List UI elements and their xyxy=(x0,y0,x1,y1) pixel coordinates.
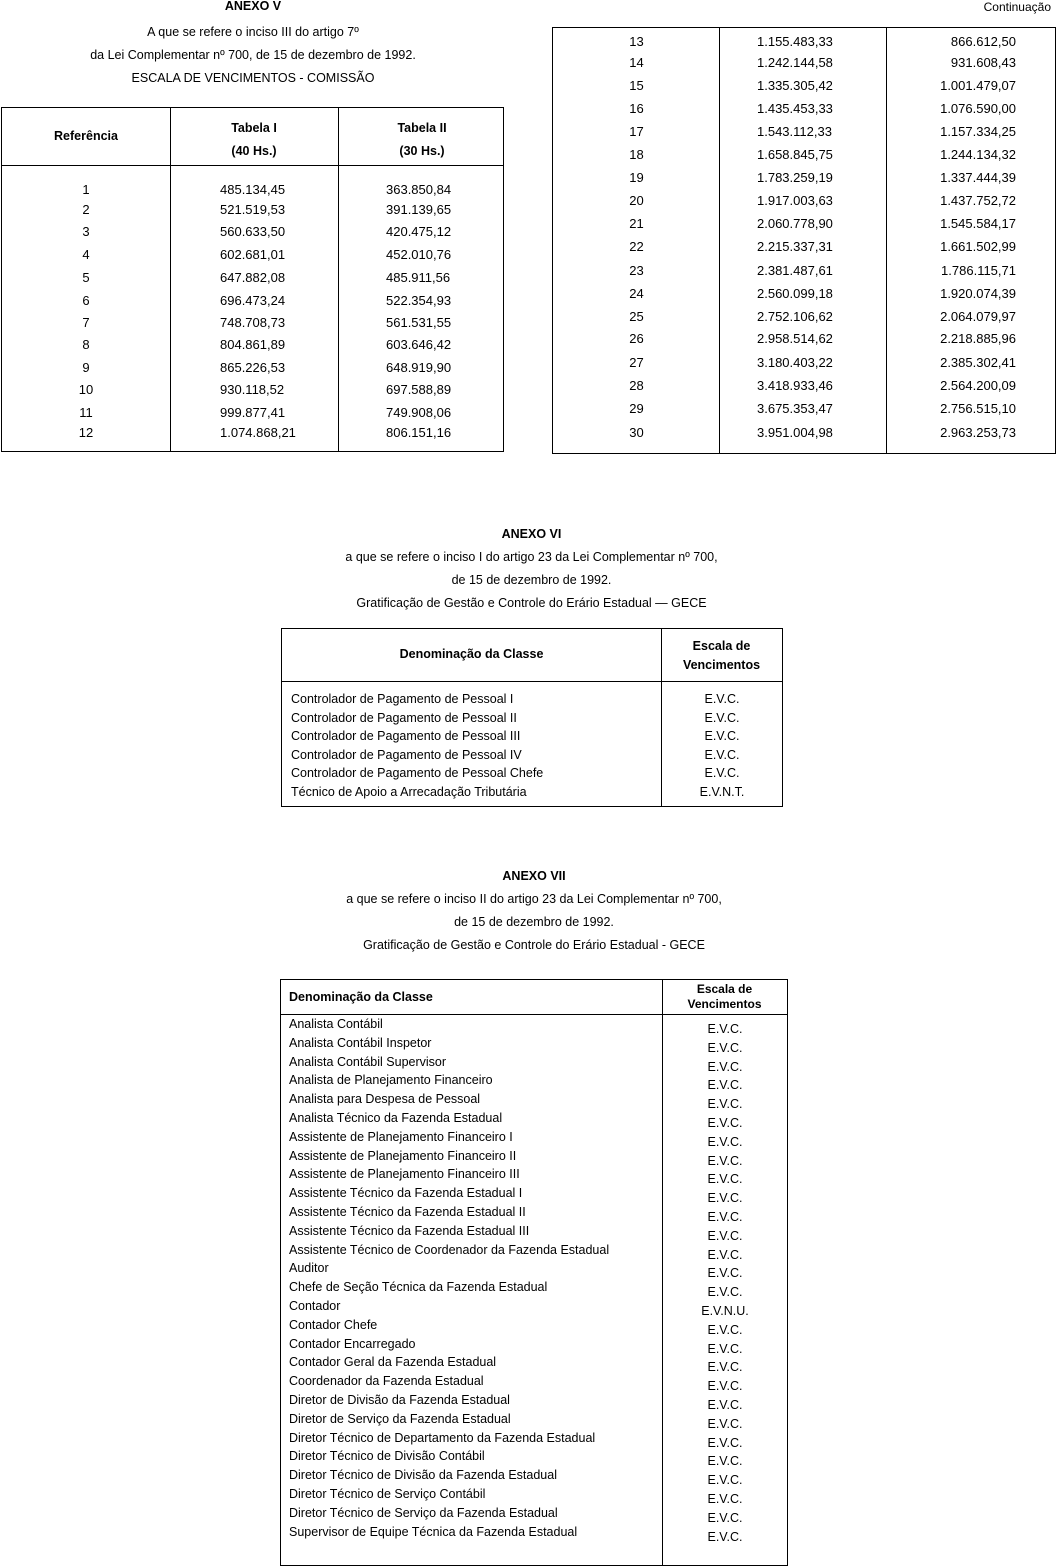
tabela-1-cell: 1.658.845,75 xyxy=(757,147,833,162)
list-item xyxy=(281,1130,787,1148)
list-item xyxy=(281,1111,787,1129)
anexo-vii-line-3: Gratificação de Gestão e Controle do Erário Estadual - GECE xyxy=(363,938,705,952)
anexo-vii-title: ANEXO VII xyxy=(502,869,566,883)
class-name: Diretor Técnico de Departamento da Fazenda Estadual xyxy=(289,1430,596,1445)
referencia-cell: 3 xyxy=(82,224,90,239)
header-divider xyxy=(281,1014,787,1015)
table-row xyxy=(2,182,503,200)
table-row xyxy=(2,425,503,443)
table-row xyxy=(553,239,1055,257)
class-name: Controlador de Pagamento de Pessoal II xyxy=(291,710,517,725)
table-row xyxy=(553,331,1055,349)
tabela-1-cell: 804.861,89 xyxy=(220,337,286,352)
referencia-cell: 26 xyxy=(629,331,644,346)
table-row xyxy=(2,224,503,242)
tabela-2-cell: 363.850,84 xyxy=(386,182,452,197)
tabela-1-cell: 3.675.353,47 xyxy=(757,401,833,416)
table-row xyxy=(553,193,1055,211)
list-item xyxy=(281,1092,787,1110)
referencia-cell: 17 xyxy=(629,124,644,139)
table-row xyxy=(2,202,503,220)
referencia-cell: 25 xyxy=(629,309,644,324)
table-row xyxy=(553,263,1055,281)
tabela-1-cell: 865.226,53 xyxy=(220,360,286,375)
class-name: Analista Contábil Inspetor xyxy=(289,1035,432,1050)
referencia-cell: 12 xyxy=(78,425,94,440)
list-item xyxy=(281,1449,787,1467)
header-referencia: Referência xyxy=(54,129,118,143)
tabela-1-cell: 1.543.112,33 xyxy=(757,124,832,139)
tabela-2-cell: 2.064.079,97 xyxy=(940,309,1016,324)
referencia-cell: 27 xyxy=(629,355,644,370)
salary-scale: E.V.C. xyxy=(707,1247,743,1262)
table-row xyxy=(553,286,1055,304)
tabela-1-cell: 2.060.778,90 xyxy=(757,216,833,231)
table-row xyxy=(2,382,503,400)
tabela-1-cell: 1.074.868,21 xyxy=(220,425,296,440)
salary-scale: E.V.C. xyxy=(707,1341,743,1356)
class-name: Controlador de Pagamento de Pessoal IV xyxy=(291,747,522,762)
referencia-cell: 5 xyxy=(82,270,90,285)
anexo-vi-title: ANEXO VI xyxy=(501,527,562,541)
class-name: Analista para Despesa de Pessoal xyxy=(289,1092,481,1107)
salary-scale: E.V.C. xyxy=(707,1191,743,1206)
referencia-cell: 11 xyxy=(79,405,93,420)
salary-scale: E.V.C. xyxy=(707,1116,743,1130)
referencia-cell: 7 xyxy=(82,315,90,330)
list-item xyxy=(281,1431,787,1449)
tabela-2-cell: 1.920.074,39 xyxy=(940,286,1016,301)
list-item xyxy=(281,1036,787,1054)
list-item xyxy=(281,1374,787,1392)
referencia-cell: 22 xyxy=(629,239,644,254)
referencia-cell: 10 xyxy=(78,382,94,397)
tabela-1-cell: 1.917.003,63 xyxy=(757,193,833,208)
salary-scale: E.V.N.T. xyxy=(699,785,745,799)
salary-scale: E.V.C. xyxy=(707,1210,743,1224)
salary-scale: E.V.C. xyxy=(707,1492,743,1506)
list-item xyxy=(281,1055,787,1073)
list-item xyxy=(281,1337,787,1355)
referencia-cell: 23 xyxy=(629,263,644,278)
header-denominacao: Denominação da Classe xyxy=(399,647,544,661)
class-name: Diretor Técnico de Serviço Contábil xyxy=(289,1487,486,1501)
class-name: Diretor Técnico de Serviço da Fazenda Estadual xyxy=(289,1505,558,1520)
tabela-2-cell: 697.588,89 xyxy=(386,382,452,397)
anexo-vii-line-2: de 15 de dezembro de 1992. xyxy=(454,915,614,929)
header-tabela-2-hours: (30 Hs.) xyxy=(399,144,445,158)
table-row xyxy=(2,315,503,333)
class-name: Assistente de Planejamento Financeiro III xyxy=(289,1167,520,1182)
salary-scale: E.V.C. xyxy=(707,1153,743,1168)
anexo-vii-heading xyxy=(280,865,788,957)
header-denominacao: Denominação da Classe xyxy=(289,990,433,1004)
tabela-2-cell: 452.010,76 xyxy=(386,247,452,262)
tabela-2-cell: 561.531,55 xyxy=(386,315,452,330)
class-name: Contador Chefe xyxy=(289,1317,378,1332)
header-tabela-2: Tabela II xyxy=(397,121,447,135)
class-name: Assistente Técnico da Fazenda Estadual III xyxy=(289,1223,530,1238)
class-name: Controlador de Pagamento de Pessoal Chefe xyxy=(291,766,544,781)
tabela-2-cell: 931.608,43 xyxy=(950,55,1016,70)
salary-scale: E.V.C. xyxy=(707,1435,743,1450)
tabela-2-cell: 648.919,90 xyxy=(386,360,452,375)
referencia-cell: 29 xyxy=(629,401,644,416)
tabela-1-cell: 2.381.487,61 xyxy=(757,263,833,278)
tabela-2-cell: 1.337.444,39 xyxy=(940,170,1016,185)
salary-scale: E.V.C. xyxy=(707,1398,743,1412)
referencia-cell: 14 xyxy=(629,55,644,70)
list-item xyxy=(281,1149,787,1167)
anexo-v-line-1: A que se refere o inciso III do artigo 7º xyxy=(147,25,359,39)
anexo-vii-line-1: a que se refere o inciso II do artigo 23 da Lei Complementar nº 700, xyxy=(346,892,722,906)
salary-scale: E.V.C. xyxy=(707,1379,743,1394)
list-item xyxy=(281,1525,787,1543)
header-tabela-1: Tabela I xyxy=(231,121,277,135)
referencia-cell: 13 xyxy=(629,34,644,49)
tabela-2-cell: 1.076.590,00 xyxy=(940,101,1016,116)
table-row xyxy=(553,55,1055,73)
class-name: Contador Geral da Fazenda Estadual xyxy=(289,1355,497,1370)
table-row xyxy=(553,425,1055,443)
list-item xyxy=(281,1506,787,1524)
table-row xyxy=(553,101,1055,119)
class-name: Coordenador da Fazenda Estadual xyxy=(289,1374,484,1389)
tabela-2-cell: 1.661.502,99 xyxy=(940,239,1016,254)
tabela-2-cell: 391.139,65 xyxy=(386,202,452,217)
salary-scale: E.V.C. xyxy=(707,1529,743,1544)
list-item xyxy=(282,748,782,766)
class-name: Analista Contábil xyxy=(289,1017,383,1031)
tabela-1-cell: 485.134,45 xyxy=(220,182,286,197)
tabela-1-cell: 647.882,08 xyxy=(220,270,286,285)
class-name: Contador Encarregado xyxy=(289,1336,416,1351)
referencia-cell: 8 xyxy=(82,337,90,352)
list-item xyxy=(281,1224,787,1242)
class-name: Analista Contábil Supervisor xyxy=(289,1054,447,1069)
table-row xyxy=(553,378,1055,396)
tabela-1-cell: 930.118,52 xyxy=(220,382,285,397)
referencia-cell: 9 xyxy=(82,360,90,375)
referencia-cell: 30 xyxy=(629,425,644,440)
class-name: Diretor Técnico de Divisão Contábil xyxy=(289,1449,485,1464)
class-name: Controlador de Pagamento de Pessoal III xyxy=(291,729,521,744)
list-item xyxy=(281,1299,787,1317)
class-name: Assistente Técnico da Fazenda Estadual I xyxy=(289,1186,523,1201)
table-row xyxy=(553,170,1055,188)
salary-scale: E.V.C. xyxy=(707,1040,743,1055)
salary-scale: E.V.C. xyxy=(707,1059,743,1074)
referencia-cell: 19 xyxy=(629,170,644,185)
class-name: Contador xyxy=(289,1299,341,1313)
list-item xyxy=(281,1205,787,1223)
list-item xyxy=(281,1261,787,1279)
salary-scale: E.V.C. xyxy=(704,692,740,706)
salary-scale: E.V.C. xyxy=(707,1510,743,1525)
tabela-1-cell: 1.242.144,58 xyxy=(757,55,833,70)
tabela-2-cell: 1.545.584,17 xyxy=(940,216,1016,231)
referencia-cell: 15 xyxy=(629,78,644,93)
class-name: Diretor de Divisão da Fazenda Estadual xyxy=(289,1393,510,1407)
class-name: Assistente Técnico da Fazenda Estadual II xyxy=(289,1205,526,1219)
tabela-1-cell: 1.435.453,33 xyxy=(757,101,833,116)
salary-scale: E.V.C. xyxy=(707,1228,743,1243)
referencia-cell: 2 xyxy=(82,202,90,217)
referencia-cell: 28 xyxy=(629,378,644,393)
referencia-cell: 21 xyxy=(629,216,644,231)
anexo-vi-table xyxy=(281,628,783,807)
list-item xyxy=(281,1186,787,1204)
list-item xyxy=(281,1073,787,1091)
anexo-vi-line-2: de 15 de dezembro de 1992. xyxy=(451,573,612,587)
table-row xyxy=(2,270,503,288)
anexo-vi-heading xyxy=(280,523,783,615)
anexo-vii-table xyxy=(280,979,788,1566)
referencia-cell: 1 xyxy=(82,182,90,197)
tabela-1-cell: 748.708,73 xyxy=(220,315,286,330)
salary-scale: E.V.C. xyxy=(707,1134,743,1149)
referencia-cell: 16 xyxy=(629,101,644,116)
salary-scale: E.V.C. xyxy=(707,1172,743,1187)
tabela-1-cell: 1.155.483,33 xyxy=(757,34,833,49)
salary-scale: E.V.N.U. xyxy=(701,1304,749,1318)
tabela-1-cell: 999.877,41 xyxy=(220,405,286,420)
tabela-2-cell: 2.385.302,41 xyxy=(940,355,1016,370)
class-name: Técnico de Apoio a Arrecadação Tributária xyxy=(291,785,527,799)
anexo-v-heading xyxy=(0,0,506,90)
table-row xyxy=(553,78,1055,96)
anexo-v-line-3: ESCALA DE VENCIMENTOS - COMISSÃO xyxy=(131,71,375,85)
referencia-cell: 20 xyxy=(629,193,644,208)
table-row xyxy=(2,405,503,423)
tabela-1-cell: 1.335.305,42 xyxy=(757,78,833,93)
table-row xyxy=(553,34,1055,52)
list-item xyxy=(281,1412,787,1430)
list-item xyxy=(281,1355,787,1373)
tabela-1-cell: 2.958.514,62 xyxy=(757,331,833,346)
salary-scale: E.V.C. xyxy=(707,1360,743,1375)
table-row xyxy=(553,216,1055,234)
tabela-2-cell: 806.151,16 xyxy=(386,425,452,440)
salary-scale: E.V.C. xyxy=(707,1322,743,1337)
class-name: Supervisor de Equipe Técnica da Fazenda Estadual xyxy=(289,1524,578,1539)
tabela-1-cell: 2.215.337,31 xyxy=(757,239,833,254)
list-item xyxy=(281,1243,787,1261)
header-escala: Escala de xyxy=(692,639,751,653)
salary-scale: E.V.C. xyxy=(707,1266,743,1281)
list-item xyxy=(282,729,782,747)
list-item xyxy=(282,692,782,710)
salary-scale: E.V.C. xyxy=(707,1078,743,1093)
table-row xyxy=(553,309,1055,327)
tabela-2-cell: 1.786.115,71 xyxy=(941,263,1016,278)
class-name: Assistente Técnico de Coordenador da Fazenda Estadual xyxy=(289,1242,610,1257)
tabela-2-cell: 485.911,56 xyxy=(386,270,451,285)
header-divider xyxy=(282,681,782,682)
table-row xyxy=(2,293,503,311)
referencia-cell: 24 xyxy=(629,286,644,301)
anexo-v-table-right xyxy=(552,27,1056,454)
class-name: Auditor xyxy=(289,1261,329,1276)
tabela-1-cell: 2.560.099,18 xyxy=(757,286,833,301)
list-item xyxy=(282,785,782,803)
list-item xyxy=(281,1318,787,1336)
class-name: Analista Técnico da Fazenda Estadual xyxy=(289,1111,503,1125)
tabela-2-cell: 420.475,12 xyxy=(386,224,452,239)
tabela-2-cell: 603.646,42 xyxy=(386,337,452,352)
header-escala: Escala de xyxy=(696,982,753,996)
salary-scale: E.V.C. xyxy=(704,747,740,762)
list-item xyxy=(282,711,782,729)
referencia-cell: 6 xyxy=(82,293,90,308)
class-name: Controlador de Pagamento de Pessoal I xyxy=(291,692,514,706)
tabela-1-cell: 2.752.106,62 xyxy=(757,309,833,324)
class-name: Assistente de Planejamento Financeiro II xyxy=(289,1148,517,1163)
table-row xyxy=(2,247,503,265)
class-name: Assistente de Planejamento Financeiro I xyxy=(289,1129,513,1144)
table-row xyxy=(553,147,1055,165)
class-name: Diretor de Serviço da Fazenda Estadual xyxy=(289,1411,511,1426)
salary-scale: E.V.C. xyxy=(704,710,740,725)
tabela-1-cell: 696.473,24 xyxy=(220,293,286,308)
referencia-cell: 18 xyxy=(629,147,644,162)
tabela-2-cell: 2.564.200,09 xyxy=(940,378,1016,393)
list-item xyxy=(282,766,782,784)
tabela-2-cell: 1.437.752,72 xyxy=(940,193,1016,208)
salary-scale: E.V.C. xyxy=(707,1454,743,1469)
table-row xyxy=(553,401,1055,419)
table-row xyxy=(2,337,503,355)
anexo-v-table-left xyxy=(1,107,504,452)
salary-scale: E.V.C. xyxy=(707,1473,743,1488)
header-vencimentos: Vencimentos xyxy=(682,658,761,672)
list-item xyxy=(281,1487,787,1505)
tabela-2-cell: 522.354,93 xyxy=(386,293,452,308)
tabela-2-cell: 2.963.253,73 xyxy=(940,425,1016,440)
continuation-label: Continuação xyxy=(983,0,1051,14)
tabela-1-cell: 3.418.933,46 xyxy=(757,378,833,393)
anexo-vi-line-1: a que se refere o inciso I do artigo 23 da Lei Complementar nº 700, xyxy=(345,550,718,564)
class-name: Analista de Planejamento Financeiro xyxy=(289,1073,493,1088)
tabela-2-cell: 1.244.134,32 xyxy=(940,147,1016,162)
tabela-2-cell: 749.908,06 xyxy=(386,405,452,420)
salary-scale: E.V.C. xyxy=(707,1416,743,1431)
tabela-1-cell: 3.180.403,22 xyxy=(757,355,833,370)
tabela-2-cell: 2.756.515,10 xyxy=(940,401,1016,416)
tabela-1-cell: 560.633,50 xyxy=(220,224,286,239)
salary-scale: E.V.C. xyxy=(707,1285,743,1300)
tabela-2-cell: 866.612,50 xyxy=(950,34,1016,49)
anexo-vi-line-3: Gratificação de Gestão e Controle do Erário Estadual — GECE xyxy=(356,596,707,610)
table-row xyxy=(2,360,503,378)
list-item xyxy=(281,1017,787,1035)
tabela-1-cell: 3.951.004,98 xyxy=(757,425,833,440)
tabela-2-cell: 1.157.334,25 xyxy=(940,124,1016,139)
table-row xyxy=(553,355,1055,373)
class-name: Diretor Técnico de Divisão da Fazenda Estadual xyxy=(289,1468,557,1483)
anexo-v-title: ANEXO V xyxy=(224,0,282,13)
tabela-1-cell: 602.681,01 xyxy=(220,247,286,262)
salary-scale: E.V.C. xyxy=(707,1022,743,1036)
anexo-v-line-2: da Lei Complementar nº 700, de 15 de dezembro de 1992. xyxy=(90,48,416,62)
list-item xyxy=(281,1393,787,1411)
salary-scale: E.V.C. xyxy=(704,729,740,744)
salary-scale: E.V.C. xyxy=(707,1097,743,1112)
list-item xyxy=(281,1167,787,1185)
table-row xyxy=(553,124,1055,142)
referencia-cell: 4 xyxy=(82,247,90,262)
header-tabela-1-hours: (40 Hs.) xyxy=(231,144,277,158)
tabela-1-cell: 1.783.259,19 xyxy=(757,170,833,185)
list-item xyxy=(281,1468,787,1486)
list-item xyxy=(281,1280,787,1298)
class-name: Chefe de Seção Técnica da Fazenda Estadual xyxy=(289,1280,548,1295)
tabela-1-cell: 521.519,53 xyxy=(220,202,286,217)
tabela-2-cell: 1.001.479,07 xyxy=(940,78,1016,93)
header-vencimentos: Vencimentos xyxy=(687,997,762,1011)
header-divider xyxy=(2,165,503,166)
salary-scale: E.V.C. xyxy=(704,766,740,781)
tabela-2-cell: 2.218.885,96 xyxy=(940,331,1016,346)
